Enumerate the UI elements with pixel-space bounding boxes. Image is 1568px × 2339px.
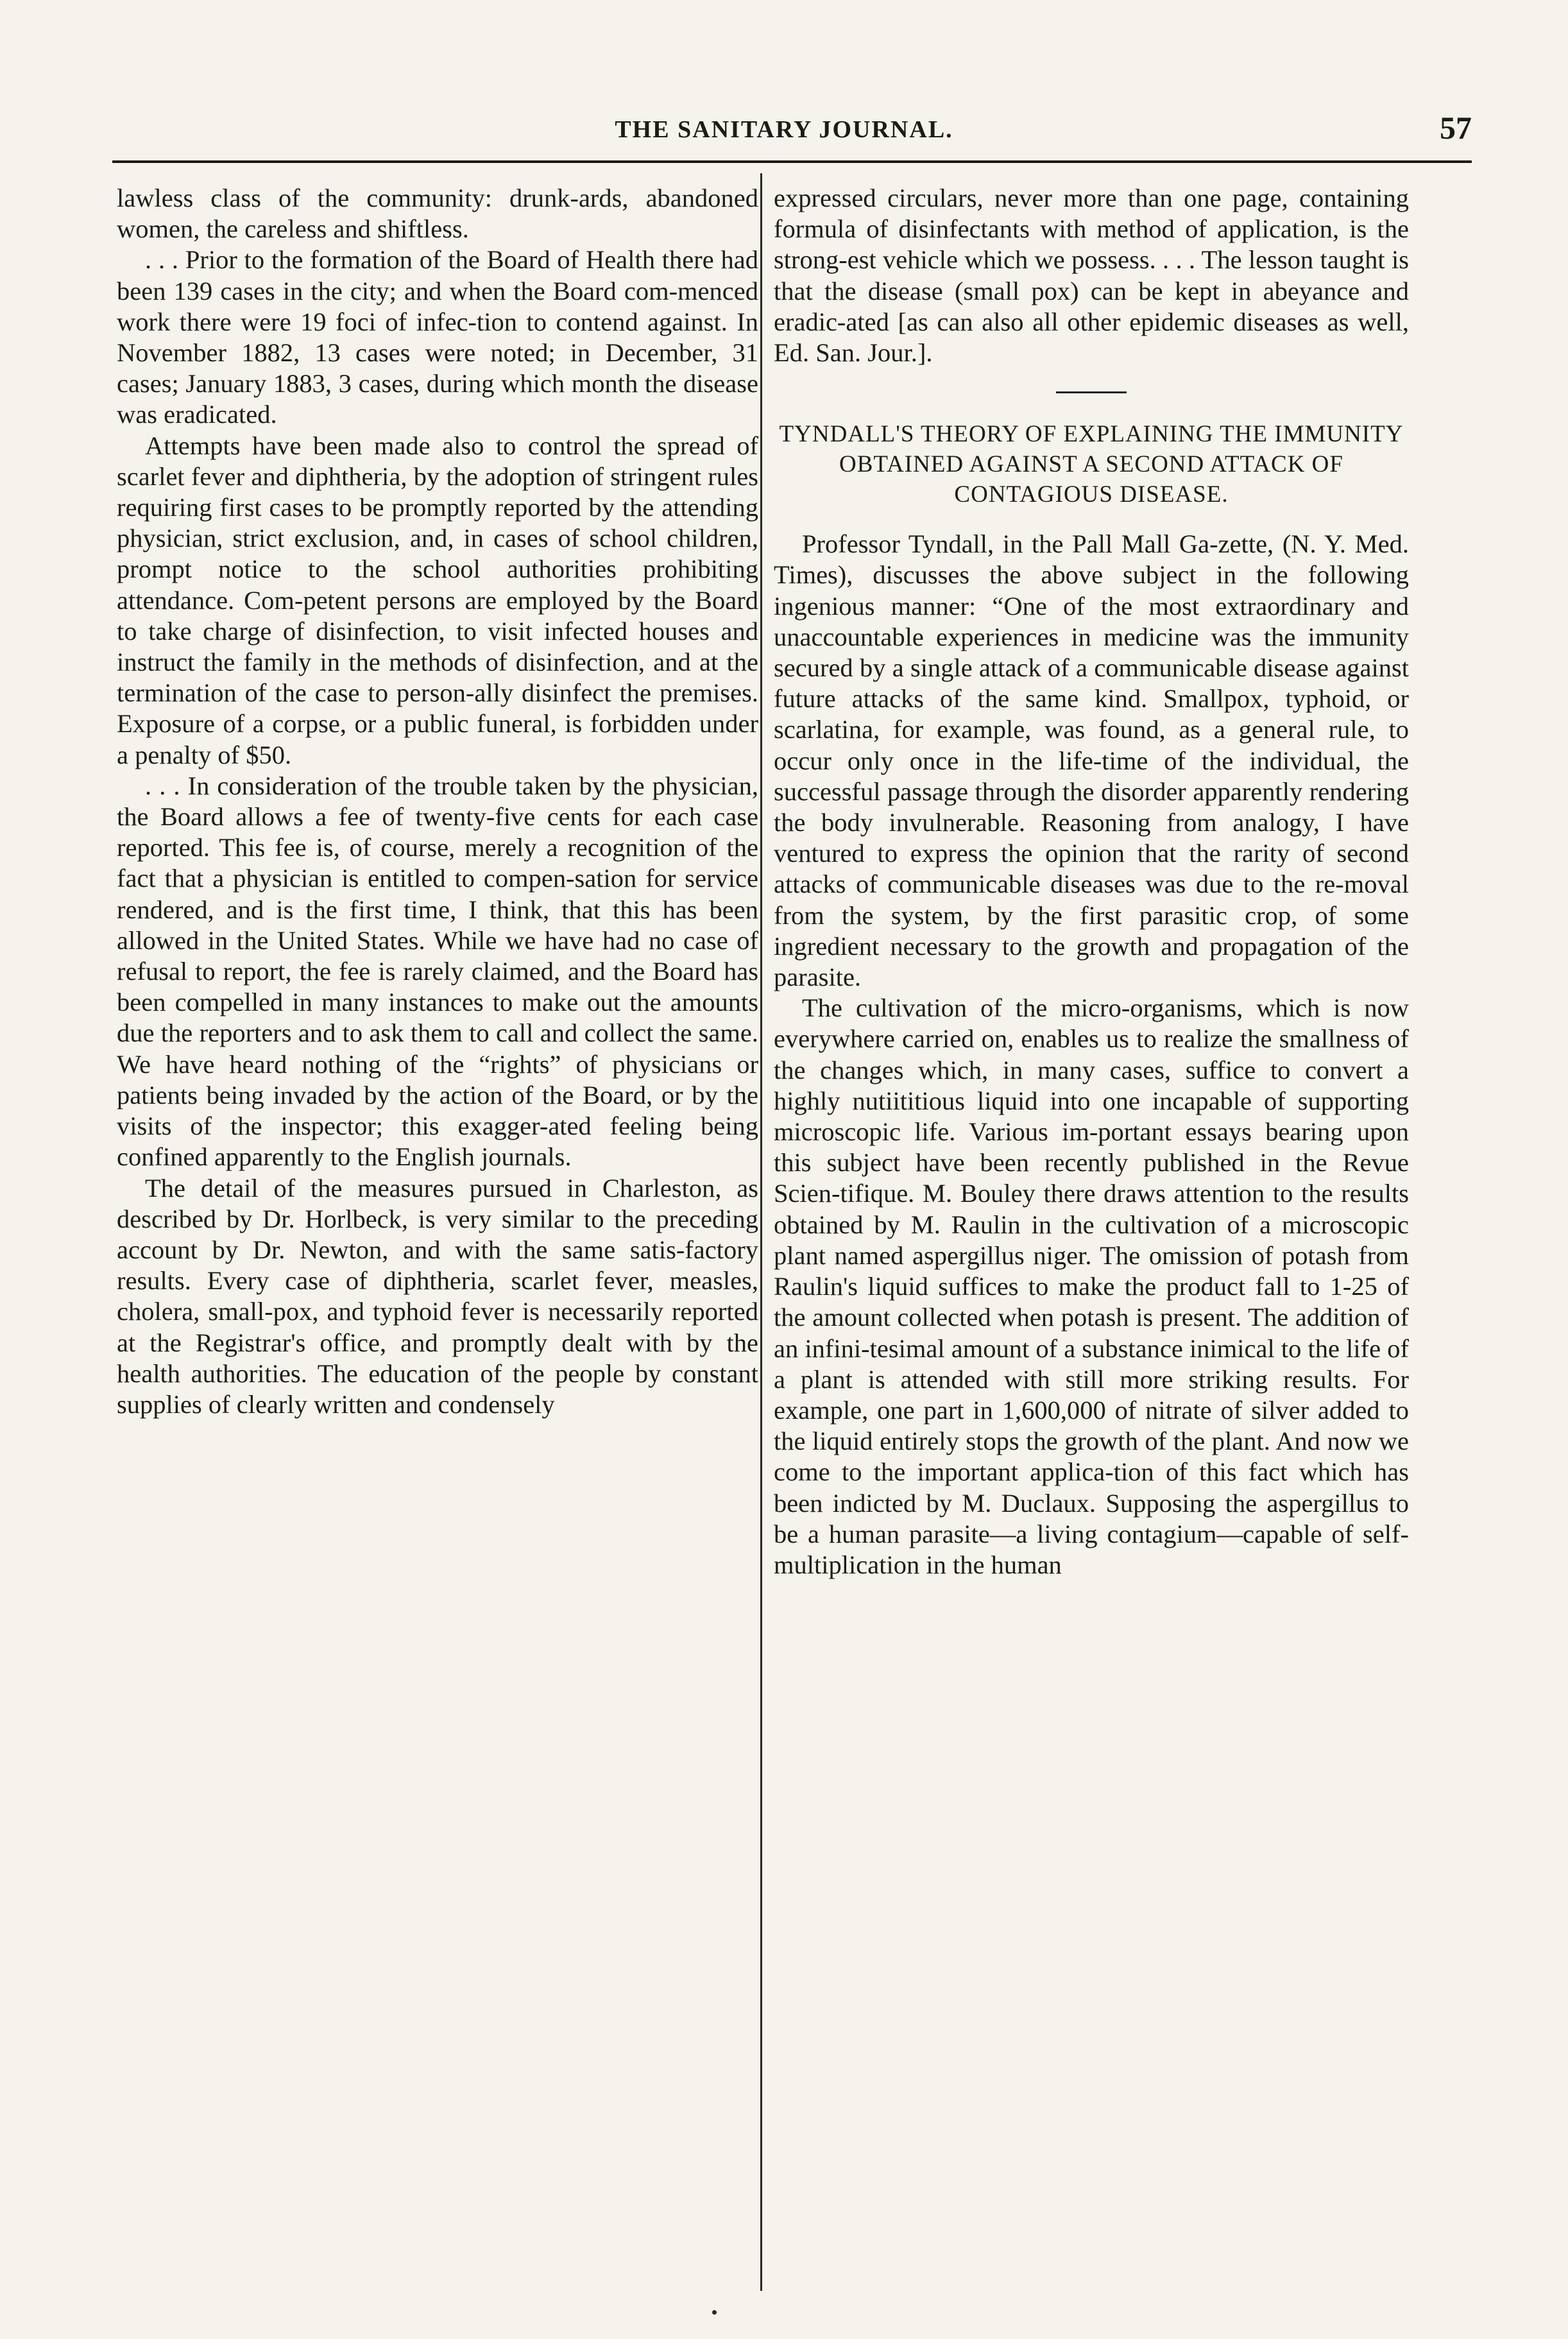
header-rule xyxy=(112,160,1472,163)
running-head xyxy=(96,109,1472,154)
paragraph: The cultivation of the micro-organisms, which is now everywhere carried on, enables us to realize the smallness of the changes which, in many cases, suffice to convert a highly nutiititious liquid into one incapable of supporting microscopic life. Various im-portant essays bearing upon this subject have been recently published in the Revue Scien-tifique. M. Bouley there draws attention to the results obtained by M. Raulin in the cultivation of a microscopic plant named aspergillus niger. The omission of potash from Raulin's liquid suffices to make the product fall to 1-25 of the amount collected when potash is present. The addition of an infini-tesimal amount of a substance inimical to the life of a plant is attended with still more striking results. For example, one part in 1,600,000 of nitrate of silver added to the liquid entirely stops the growth of the plant. And now we come to the important applica-tion of this fact which has been indicted by M. Duclaux. Supposing the aspergillus to be a human parasite—a living contagium—capable of self-multiplication in the human xyxy=(774,993,1409,1579)
paragraph: expressed circulars, never more than one page, containing formula of disinfectants with method of application, is the strong-est vehicle which we possess. . . . The lesson taught is that the disease (small pox) can be kept in abeyance and eradic-ated [as can also all other epidemic diseases as well, Ed. San. Jour.]. xyxy=(774,184,1409,368)
right-column xyxy=(774,183,1409,1581)
paragraph: Professor Tyndall, in the Pall Mall Ga-zette, (N. Y. Med. Times), discusses the above subject in the following ingenious manner: “One of the most extraordinary and unaccountable experiences in medicine was the immunity secured by a single attack of a communicable disease against future attacks of the same kind. Smallpox, typhoid, or scarlatina, for example, was found, as a general rule, to occur only once in the life-time of the individual, the successful passage through the disorder apparently rendering the body invulnerable. Reasoning from analogy, I have ventured to express the opinion that the rarity of second attacks of communicable diseases was due to the re-moval from the system, by the first parasitic crop, of some ingredient necessary to the growth and propagation of the parasite. xyxy=(774,529,1409,992)
running-title: THE SANITARY JOURNAL. xyxy=(615,116,953,143)
section-separator xyxy=(1056,391,1127,393)
page-number: 57 xyxy=(1440,110,1472,146)
paragraph: lawless class of the community: drunk-ards, abandoned women, the careless and shiftless. xyxy=(117,184,758,244)
column-divider xyxy=(760,173,762,2291)
paragraph: The detail of the measures pursued in Charleston, as described by Dr. Horlbeck, is very similar to the preceding account by Dr. Newton, and with the same satis-factory results. Every case of diphtheria, scarlet fever, measles, cholera, small-pox, and typhoid fever is necessarily reported at the Registrar's office, and promptly dealt with by the health authorities. The education of the people by constant supplies of clearly written and condensely xyxy=(117,1173,758,1419)
paragraph: . . . In consideration of the trouble taken by the physician, the Board allows a fee of twenty-five cents for each case reported. This fee is, of course, merely a recognition of the fact that a physician is entitled to compen-sation for service rendered, and is the first time, I think, that this has been allowed in the United States. While we have had no case of refusal to report, the fee is rarely claimed, and the Board has been compelled in many instances to make out the amounts due the reporters and to ask them to call and collect the same. We have heard nothing of the “rights” of physicians or patients being invaded by the action of the Board, or by the visits of the inspector; this exagger-ated feeling being confined apparently to the English journals. xyxy=(117,771,758,1172)
paragraph: Attempts have been made also to control the spread of scarlet fever and diphtheria, by the adoption of stringent rules requiring first cases to be promptly reported by the attending physician, strict exclusion, and, in cases of school children, prompt notice to the school authorities prohibiting attendance. Com-petent persons are employed by the Board to take charge of disinfection, to visit infected houses and instruct the family in the methods of disinfection, and at the termination of the case to person-ally disinfect the premises. Exposure of a corpse, or a public funeral, is forbidden under a penalty of $50. xyxy=(117,431,758,769)
paragraph: . . . Prior to the formation of the Board of Health there had been 139 cases in the city; and when the Board com-menced work there were 19 foci of infec-tion to contend against. In November 1882, 13 cases were noted; in December, 31 cases; January 1883, 3 cases, during which month the disease was eradicated. xyxy=(117,245,758,429)
left-column xyxy=(117,183,758,1420)
print-mark xyxy=(712,2310,717,2315)
section-heading: TYNDALL'S THEORY OF EXPLAINING THE IMMUNITY OBTAINED AGAINST A SECOND ATTACK OF CONTAGIOUS DISEASE. xyxy=(779,421,1404,508)
